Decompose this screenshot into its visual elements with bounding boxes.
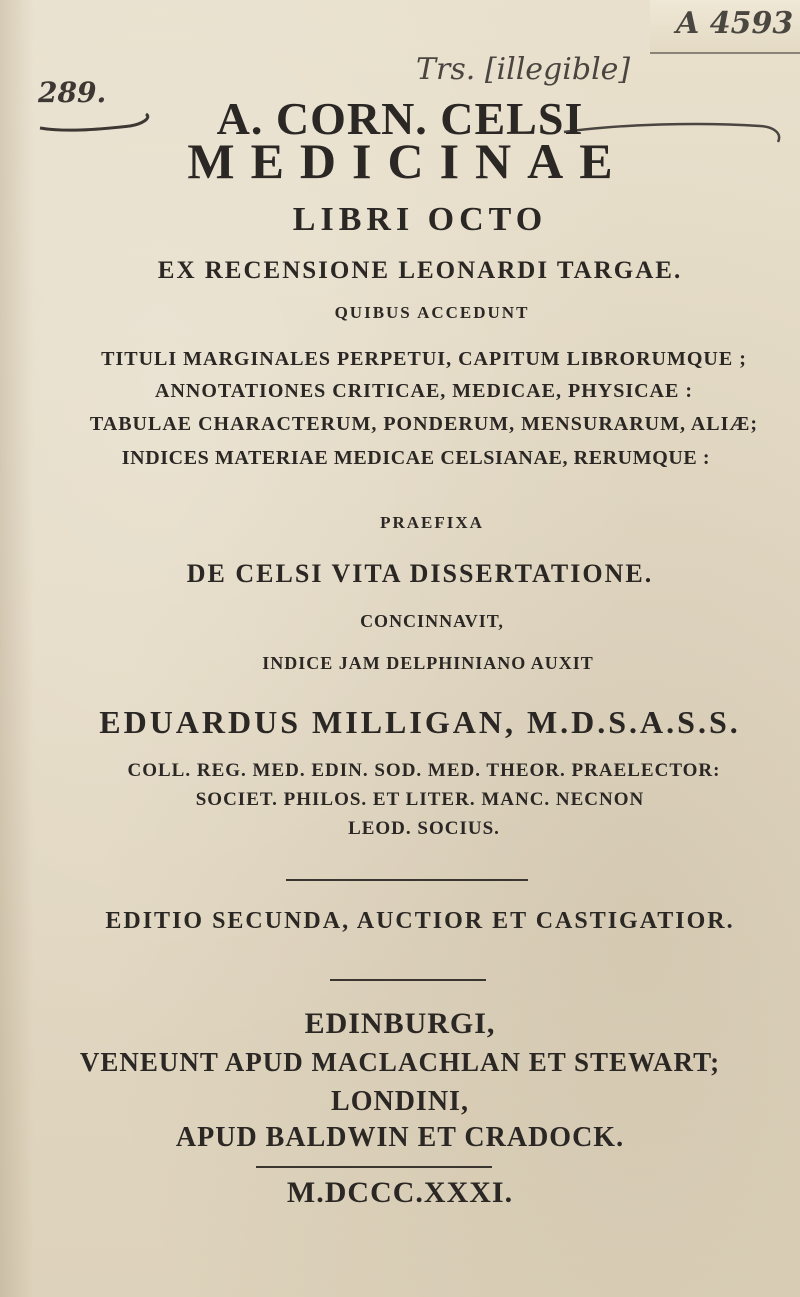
affiliation-line-1: COLL. REG. MED. EDIN. SOD. MED. THEOR. PRAELECTOR: [127,760,721,781]
contents-line-1: TITULI MARGINALES PERPETUI, CAPITUM LIBRORUMQUE ; [101,348,747,370]
indice-line: INDICE JAM DELPHINIANO AUXIT [262,653,594,673]
divider-rule-3 [256,1166,492,1168]
contents-line-3: TABULAE CHARACTERUM, PONDERUM, MENSURARUM, ALIÆ; [89,413,759,435]
divider-rule-2 [330,979,486,981]
recension-line: EX RECENSIONE LEONARDI TARGAE. [157,257,683,284]
edition-line: EDITIO SECUNDA, AUCTIOR ET CASTIGATIOR. [105,908,735,934]
library-stamp [650,0,800,54]
affiliation-line-2: SOCIET. PHILOS. ET LITER. MANC. NECNON [195,789,645,810]
left-annotation: 289. [38,76,107,109]
praefixa-line: PRAEFIXA [380,513,484,532]
divider-rule-1 [286,879,528,881]
concinnavit-line: CONCINNAVIT, [360,611,504,631]
year-line: M.DCCC.XXXI. [286,1176,514,1209]
publisher-line-1: VENEUNT APUD MACLACHLAN ET STEWART; [79,1047,721,1077]
editor-name: EDUARDUS MILLIGAN, M.D.S.A.S.S. [99,704,741,740]
city2-line: LONDINI, [331,1086,469,1117]
contents-line-4: INDICES MATERIAE MEDICAE CELSIANAE, RERUMQUE : [121,447,711,469]
publisher-line-2: APUD BALDWIN ET CRADOCK. [175,1122,625,1153]
subtitle: LIBRI OCTO [292,201,548,238]
author-line: A. CORN. CELSI [216,93,584,144]
affiliation-line-3: LEOD. SOCIUS. [348,818,500,839]
city-line: EDINBURGI, [304,1007,496,1040]
quibus-line: QUIBUS ACCEDUNT [334,303,530,322]
main-title: MEDICINAE [187,133,629,189]
dissertation-line: DE CELSI VITA DISSERTATIONE. [186,559,654,588]
shelfmark: A 4593 [676,6,794,41]
contents-line-2: ANNOTATIONES CRITICAE, MEDICAE, PHYSICAE : [155,380,693,402]
handwritten-note: Trs. [illegible] [416,52,631,87]
